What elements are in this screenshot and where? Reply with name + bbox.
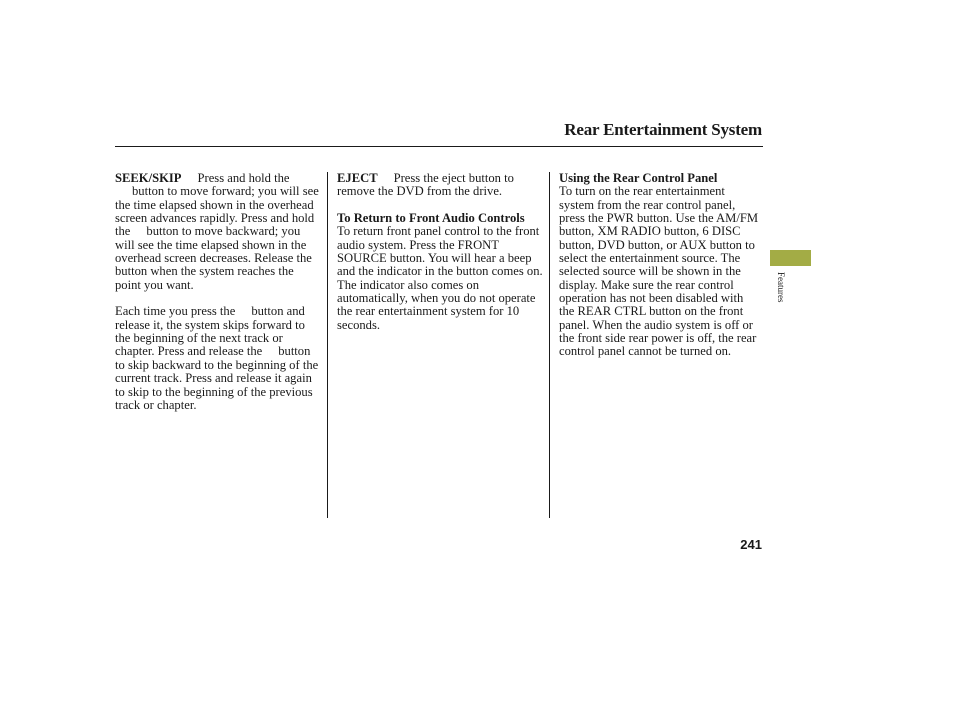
seek-skip-lead: Press and hold the [197, 171, 290, 185]
title-rule [115, 146, 763, 147]
seek-skip-label: SEEK/SKIP [115, 171, 182, 185]
column-divider-2 [549, 172, 550, 518]
skip-paragraph [115, 305, 321, 412]
section-tab [770, 250, 811, 266]
skip-text-c: button to skip backward to the beginning of the current track. Press and release it again to skip to the beginning of the previous track or chapter. [115, 344, 319, 412]
seek-skip-text2: button to move backward; you will see the time elapsed shown in the overhead screen decreases. Release the button when the system reaches the point you want. [115, 224, 312, 292]
column-rear-control [559, 172, 761, 359]
rear-control-body: To turn on the rear entertainment system from the rear control panel, press the PWR button. Use the AM/FM button, XM RADIO button, 6 DISC button, DVD button, or AUX button to select the entertainment source. The selected source will be shown in the display. Make sure the rear control operation has not been disabled with the REAR CTRL button on the front panel. When the audio system is off or the front side rear power is off, the rear control panel cannot be turned on. [559, 184, 759, 359]
eject-text: Press the eject button to remove the DVD from the drive. [337, 171, 514, 199]
skip-text-b: button and release it, the system skips forward to the beginning of the next track or chapter. Press and release the [115, 304, 305, 359]
seek-skip-text: see the time elapsed shown in the overhead screen advances rapidly. Press and hold the [115, 184, 319, 239]
seek-skip-paragraph [115, 172, 321, 292]
column-eject [337, 172, 545, 332]
return-front-body: To return front panel control to the front audio system. Press the FRONT SOURCE button. You will hear a beep and the indicator in the button comes on. The indicator also comes on automatically, when you do not operate the rear entertainment system for 10 seconds. [337, 224, 543, 332]
column-seek-skip [115, 172, 321, 412]
eject-paragraph [337, 172, 545, 199]
rear-control-heading: Using the Rear Control Panel [559, 171, 718, 185]
page-number: 241 [740, 537, 762, 552]
return-front-heading: To Return to Front Audio Controls [337, 211, 525, 226]
skip-text-a: Each time you press the [115, 304, 236, 319]
page-title: Rear Entertainment System [564, 120, 762, 139]
column-divider-1 [327, 172, 328, 518]
seek-skip-line2: button to move forward; you will [132, 184, 300, 199]
section-tab-label: Features [776, 272, 786, 303]
eject-label: EJECT [337, 171, 378, 185]
